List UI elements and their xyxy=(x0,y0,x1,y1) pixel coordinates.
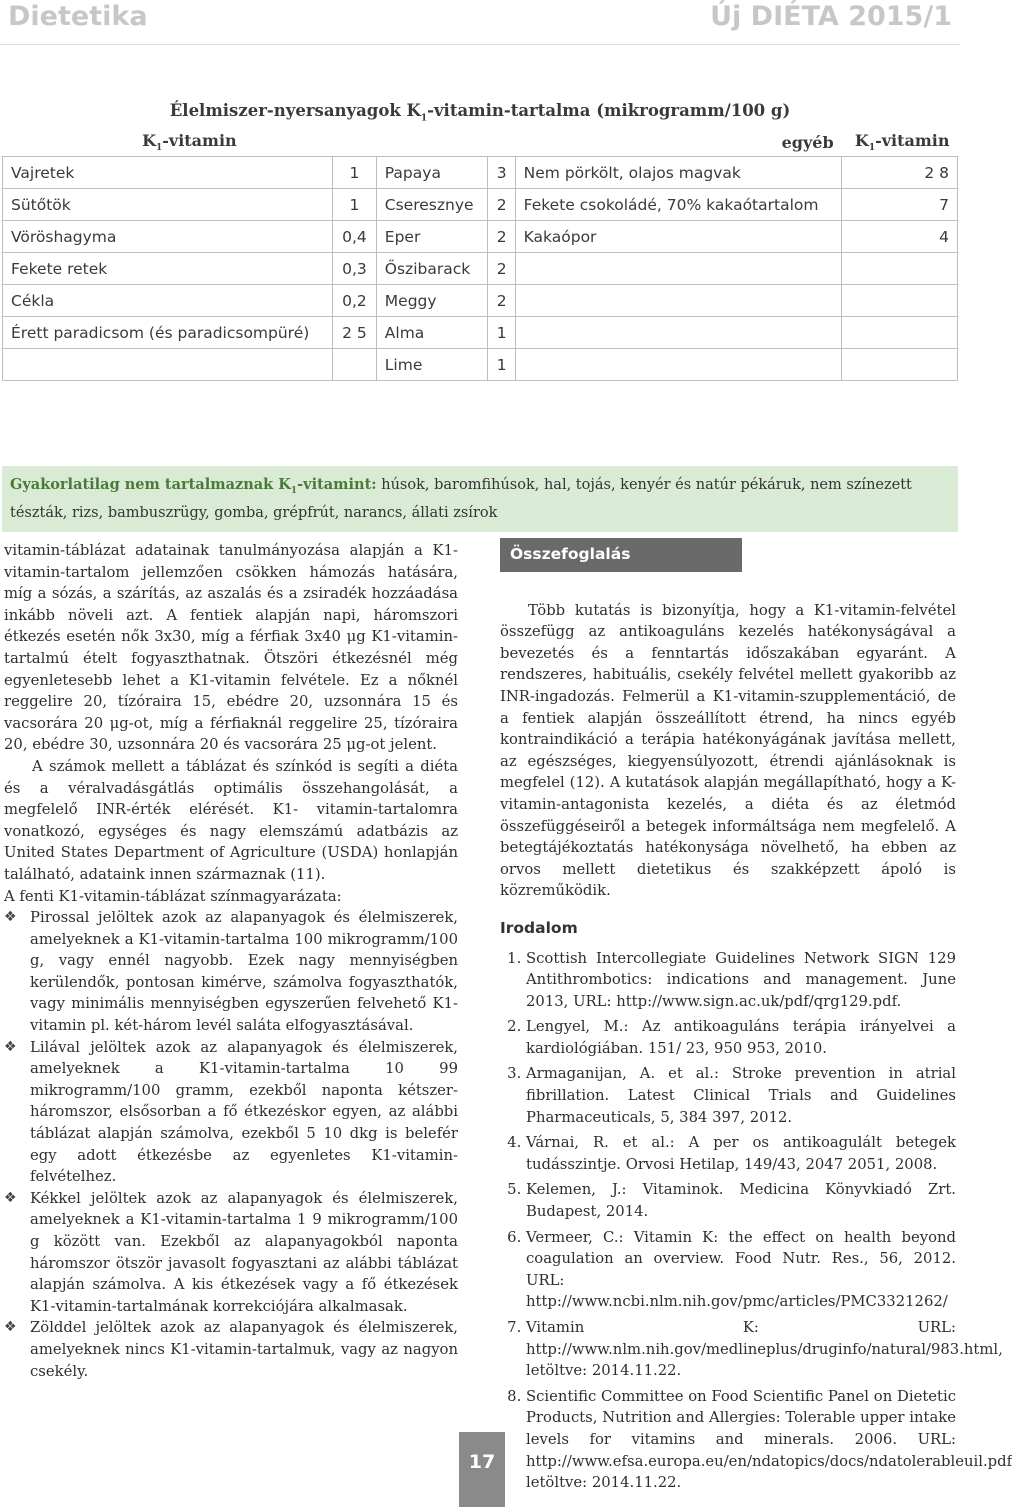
table-row xyxy=(3,285,958,317)
reference-item: 6. Vermeer, C.: Vitamin K: the effect on health beyond coagulation an overview. Food Nutr. Res., 56, 2012. URL: http://www.ncbi.nlm.nih.gov/pmc/articles/PMC3321262/ xyxy=(526,1227,956,1313)
table-cell: 2 xyxy=(487,189,515,221)
table-cell: Meggy xyxy=(376,285,487,317)
diamond-bullet-icon: ❖ xyxy=(4,1319,17,1336)
table-cell xyxy=(842,317,958,349)
table-cell: 0,2 xyxy=(333,285,377,317)
table-cell: 2 xyxy=(487,285,515,317)
legend-item-text: Zölddel jelöltek azok az alapanyagok és élelmiszerek, amelyeknek nincs K1-vitamin-tartalmuk, vagy az nagyon csekély. xyxy=(30,1319,458,1380)
table-cell: Nem pörkölt, olajos magvak xyxy=(515,157,842,189)
table-cell: Vajretek xyxy=(3,157,333,189)
table-cell xyxy=(515,349,842,381)
legend-item xyxy=(4,1188,458,1318)
table-cell: Érett paradicsom (és paradicsompüré) xyxy=(3,317,333,349)
paragraph: A számok mellett a táblázat és színkód is segíti a diéta és a véralvadásgátlás optimális összehangolását, a megfelelő INR-érték elérését. K1- vitamin-tartalomra vonatkozó, egységes és nagy elemszámú adatbázis az United States Department of Agriculture (USDA) honlapján található, adataink innen származnak (11). xyxy=(4,757,458,883)
table-cell: 4 xyxy=(842,221,958,253)
diamond-bullet-icon: ❖ xyxy=(4,909,17,926)
reference-item: 4. Várnai, R. et al.: A per os antikoagulált betegek tudásszintje. Orvosi Hetilap, 149/43, 2047 2051, 2008. xyxy=(526,1132,956,1175)
reference-item: 8. Scientific Committee on Food Scientific Panel on Dietetic Products, Nutrition and Allergies: Tolerable upper intake levels for vitamins and minerals. 2006. URL: http://www.efsa.europa.eu/en/ndatopics/docs/ndatolerableuil.pdf letöltve: 2014.11.22. xyxy=(526,1386,956,1494)
table-cell: 0,4 xyxy=(333,221,377,253)
summary-text: Több kutatás is bizonyítja, hogy a K1-vitamin-felvétel összefügg az antikoaguláns kezelés hatékonyságával a bevezetés és a fenntartás időszakában egyaránt. A rendszeres, habituális, csekély felvétel mellett gyakoribb az INR-ingadozás. Felmerül a K1-vitamin-szupplementáció, de a fentiek alapján összeállított étrend, ha nincs egyéb kontraindikáció a terápia hatékonyágának javítása mellett, az egészséges, kiegyensúlyozott, étrendi ajánlásoknak is megfelel (12). A kutatások alapján megállapítható, hogy a K-vitamin-antagonista kezelés, a diéta és az életmód összefüggéseiről a betegek informáltsága nem megfelelő. A betegtájékoztatás hatékonysága növelhető, ha ebben az orvos mellett dietetikus és szakképzett ápoló is közreműködik. xyxy=(500,601,956,900)
table-cell: Cékla xyxy=(3,285,333,317)
legend-item xyxy=(4,1317,458,1382)
table-cell: 1 xyxy=(333,189,377,221)
table-cell xyxy=(842,349,958,381)
legend-item xyxy=(4,907,458,1037)
table-cell: Vöröshagyma xyxy=(3,221,333,253)
table-cell: Sütőtök xyxy=(3,189,333,221)
table-cell: Őszibarack xyxy=(376,253,487,285)
table-header-k1-right: $K_1$-vitamin xyxy=(854,130,950,154)
table-cell: 2 xyxy=(487,253,515,285)
right-column xyxy=(500,538,1012,1498)
summary-heading: Összefoglalás xyxy=(500,538,742,572)
diamond-bullet-icon: ❖ xyxy=(4,1189,17,1206)
references-list xyxy=(500,948,1012,1494)
table-cell: 1 xyxy=(487,349,515,381)
table-cell: Lime xyxy=(376,349,487,381)
table-row xyxy=(3,189,958,221)
table-cell: Cseresznye xyxy=(376,189,487,221)
table-cell: 1 xyxy=(487,317,515,349)
table-cell: Eper xyxy=(376,221,487,253)
references-heading: Irodalom xyxy=(500,918,578,937)
table-cell: Kakaópor xyxy=(515,221,842,253)
table-cell xyxy=(515,317,842,349)
table-cell: 2 8 xyxy=(842,157,958,189)
legend-item-text: Pirossal jelöltek azok az alapanyagok és élelmiszerek, amelyeknek a K1-vitamin-tartalma 100 mikrogramm/100 g, vagy ennél nagyobb. Ezek nagy mennyiségben kerülendők, pontosan kimérve, számolva fogyaszthatók, vagy minimális mennyiségben egyszerűen felvehető K1-vitamin pl. két-három levél saláta elfogyasztásával. xyxy=(30,909,458,1035)
table-cell: 1 xyxy=(333,157,377,189)
header-divider xyxy=(0,44,960,45)
table-cell: Fekete csokoládé, 70% kakaótartalom xyxy=(515,189,842,221)
table-cell xyxy=(842,285,958,317)
journal-issue-title: Új DIÉTA 2015/1 xyxy=(710,1,952,32)
table-header-k1: $K_1$-vitamin xyxy=(142,130,237,154)
diamond-bullet-icon: ❖ xyxy=(4,1038,17,1055)
left-column xyxy=(4,540,458,1382)
table-cell: 7 xyxy=(842,189,958,221)
table-cell xyxy=(333,349,377,381)
table-row xyxy=(3,253,958,285)
reference-item: 1. Scottish Intercollegiate Guidelines Network SIGN 129 Antithrombotics: indications and management. June 2013, URL: http://www.sign.ac.uk/pdf/qrg129.pdf. xyxy=(526,948,956,1013)
vitamin-k-table xyxy=(2,96,958,381)
table-row xyxy=(3,349,958,381)
table-title: Élelmiszer-nyersanyagok $K_1-vitamin$-tartalma (mikrogramm/100 g) xyxy=(169,100,791,124)
table-row xyxy=(3,157,958,189)
page-number-box xyxy=(459,1432,505,1507)
reference-item: 2. Lengyel, M.: Az antikoaguláns terápia irányelvei a kardiológiában. 151/ 23, 950 953, 2010. xyxy=(526,1016,956,1059)
page-header xyxy=(0,0,960,46)
no-k1-note: Gyakorlatilag nem tartalmaznak $K_1$-vitamint: húsok, baromfihúsok, hal, tojás, kenyér és natúr pékáruk, nem színezett tészták, rizs, bambuszrügy, gomba, grépfrút, narancs, állati zsírok xyxy=(2,466,958,532)
table-row xyxy=(3,221,958,253)
table-cell: 3 xyxy=(487,157,515,189)
legend-item xyxy=(4,1037,458,1188)
page-number: 17 xyxy=(468,1451,496,1473)
reference-item: 7. Vitamin K: URL: http://www.nlm.nih.gov/medlineplus/druginfo/natural/983.html, letöltve: 2014.11.22. xyxy=(526,1317,956,1382)
table-cell xyxy=(515,253,842,285)
table-cell: 0,3 xyxy=(333,253,377,285)
reference-item: 5. Kelemen, J.: Vitaminok. Medicina Könyvkiadó Zrt. Budapest, 2014. xyxy=(526,1179,956,1222)
table-cell: Alma xyxy=(376,317,487,349)
table-row xyxy=(3,317,958,349)
paragraph: A fenti K1-vitamin-táblázat színmagyarázata: xyxy=(4,887,342,905)
color-legend-list xyxy=(4,907,458,1382)
table-cell: 2 xyxy=(487,221,515,253)
legend-item-text: Kékkel jelöltek azok az alapanyagok és élelmiszerek, amelyeknek a K1-vitamin-tartalma 1 9 mikrogramm/100 g között van. Ezekből az alapanyagokból naponta háromszor ötször javasolt fogyasztani az alábbi táblázat alapján számolva. A kis étkezések vagy a fő étkezések K1-vitamin-tartalmának korrekciójára alkalmasak. xyxy=(30,1189,458,1315)
table-header-other: egyéb xyxy=(781,132,834,152)
table-cell: Papaya xyxy=(376,157,487,189)
journal-section-title: Dietetika xyxy=(8,1,148,32)
paragraph: vitamin-táblázat adatainak tanulmányozása alapján a K1-vitamin-tartalom jellemzően csökken hámozás hatására, míg a sózás, a szárítás, az aszalás és a zsiradék hozzáadása inkább növeli azt. A fentiek alapján napi, háromszori étkezés esetén nők 3x30, míg a férfiak 3x40 μg K1-vitamin-tartalmú ételt fogyaszthatnak. Ötszöri étkezésnél még egyenletesebb lehet a K1-vitamin felvétele. Ez a nőknél reggelire 20, tízóraira 15, ebédre 20, uzsonnára 15 és vacsorára 20 μg-ot, míg a férfiaknál reggelire 25, tízóraira 20, ebédre 30, uzsonnára 20 és vacsorára 25 μg-ot jelent. xyxy=(4,542,458,754)
table-cell xyxy=(515,285,842,317)
legend-item-text: Lilával jelöltek azok az alapanyagok és élelmiszerek, amelyeknek a K1-vitamin-tartalma 10 99 mikrogramm/100 gramm, ezekből naponta kétszer-háromszor, elsősorban a fő étkezéskor egyen, az alábbi táblázat alapján számolva, ezekből 5 10 dkg is belefér egy adott étkezésbe az egyenletes K1-vitamin-felvételhez. xyxy=(30,1038,458,1186)
table-cell xyxy=(3,349,333,381)
reference-item: 3. Armaganijan, A. et al.: Stroke prevention in atrial fibrillation. Latest Clinical Trials and Guidelines Pharmaceuticals, 5, 384 397, 2012. xyxy=(526,1063,956,1128)
table-cell: 2 5 xyxy=(333,317,377,349)
table-cell xyxy=(842,253,958,285)
table-cell: Fekete retek xyxy=(3,253,333,285)
